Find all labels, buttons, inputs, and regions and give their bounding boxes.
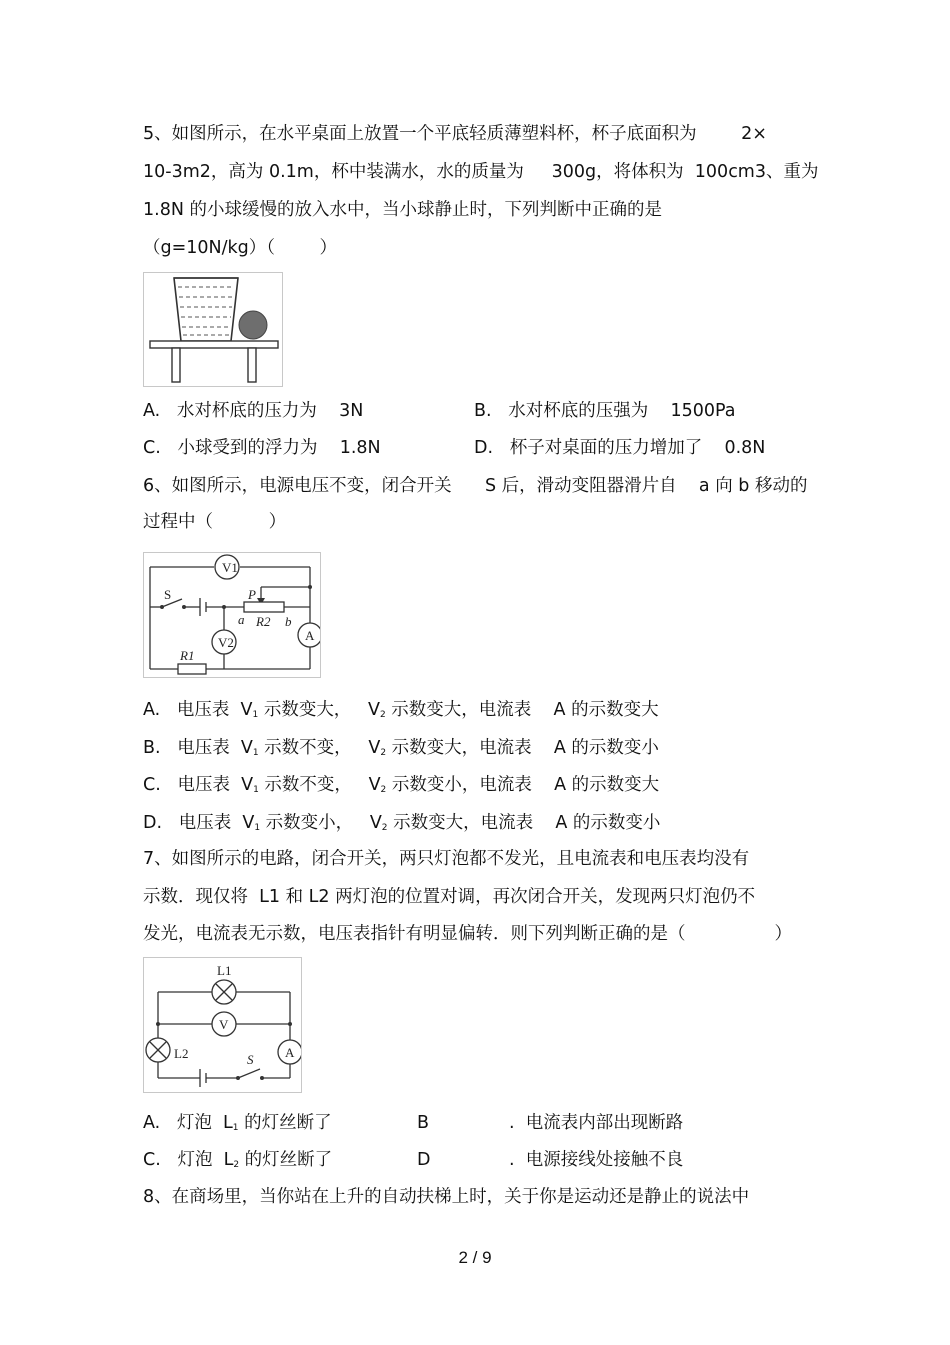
cup-ball-diagram	[144, 273, 282, 386]
label-v1: V1	[222, 560, 238, 575]
page-number: 2 / 9	[458, 1248, 492, 1267]
q6-figure-circuit	[143, 552, 321, 678]
label-v2: V2	[218, 635, 234, 650]
label-l1: L1	[217, 963, 232, 978]
q5-line-3: 1.8N 的小球缓慢的放入水中，当小球静止时，下列判断中正确的是	[143, 200, 662, 220]
q7-option-b-text: . 电流表内部出现断路	[509, 1113, 684, 1133]
q6-option-a: A. 电压表 $V_1$ 示数变大， $V_2$ 示数变大，电流表 A 的示数变大	[143, 700, 659, 720]
label-r1: R1	[180, 648, 195, 663]
q6-line-1: 6、如图所示，电源电压不变，闭合开关 S 后，滑动变阻器滑片自 a 向 b 移动的	[143, 476, 808, 496]
circuit-diagram-1	[144, 553, 320, 677]
q5-line-4: （g=10N/kg）（ ）	[143, 238, 338, 258]
q6-option-d: D. 电压表 $V_1$ 示数变小， $V_2$ 示数变大，电流表 A 的示数变小	[143, 813, 661, 833]
q6-option-c: C. 电压表 $V_1$ 示数不变， $V_2$ 示数变小，电流表 A 的示数变大	[143, 775, 660, 795]
q5-option-b: B. 水对杯底的压强为 1500Pa	[474, 401, 736, 421]
label-r2: R2	[256, 614, 271, 629]
q5-option-d: D. 杯子对桌面的压力增加了 0.8N	[474, 438, 766, 458]
q6-option-b: B. 电压表 $V_1$ 示数不变， $V_2$ 示数变大，电流表 A 的示数变小	[143, 738, 659, 758]
q5-option-a: A. 水对杯底的压力为 3N	[143, 401, 364, 421]
q7-line-2: 示数．现仅将 L1 和 L2 两灯泡的位置对调，再次闭合开关，发现两只灯泡仍不	[143, 887, 756, 907]
label-b-end: b	[285, 614, 292, 629]
q7-line-3: 发光，电流表无示数，电压表指针有明显偏转．则下列判断正确的是（ ）	[143, 924, 793, 944]
label-a-end: a	[238, 612, 245, 627]
q7-option-d-text: . 电源接线处接触不良	[509, 1150, 684, 1170]
q7-line-1: 7、如图所示的电路，闭合开关，两只灯泡都不发光，且电流表和电压表均没有	[143, 849, 750, 869]
circuit-diagram-2	[144, 958, 301, 1092]
label-s: S	[164, 587, 172, 602]
q7-option-c: C. 灯泡 $L_2$ 的灯丝断了	[143, 1150, 333, 1170]
label-l2: L2	[174, 1046, 189, 1061]
bulb-l1-icon	[212, 980, 236, 1004]
label-a: A	[285, 1045, 295, 1060]
q5-line-2: 10-3m2，高为 0.1m，杯中装满水，水的质量为 300g，将体积为 100cm3、重为	[143, 162, 819, 182]
q7-option-a: A. 灯泡 $L_1$ 的灯丝断了	[143, 1113, 332, 1133]
q5-option-c: C. 小球受到的浮力为 1.8N	[143, 438, 381, 458]
label-v: V	[219, 1017, 229, 1032]
bulb-l2-icon	[146, 1038, 170, 1062]
label-p: P	[248, 587, 256, 602]
label-a: A	[305, 628, 315, 643]
q5-line-1: 5、如图所示，在水平桌面上放置一个平底轻质薄塑料杯，杯子底面积为 2×	[143, 124, 767, 144]
q8-line-1: 8、在商场里，当你站在上升的自动扶梯上时，关于你是运动还是静止的说法中	[143, 1187, 750, 1207]
q7-option-d-letter: D	[417, 1150, 431, 1170]
q7-option-b-letter: B	[417, 1113, 430, 1133]
q7-figure-circuit	[143, 957, 302, 1093]
label-s: S	[247, 1052, 254, 1067]
q5-figure-cup-ball	[143, 272, 283, 387]
q6-line-2: 过程中（ ）	[143, 512, 287, 532]
